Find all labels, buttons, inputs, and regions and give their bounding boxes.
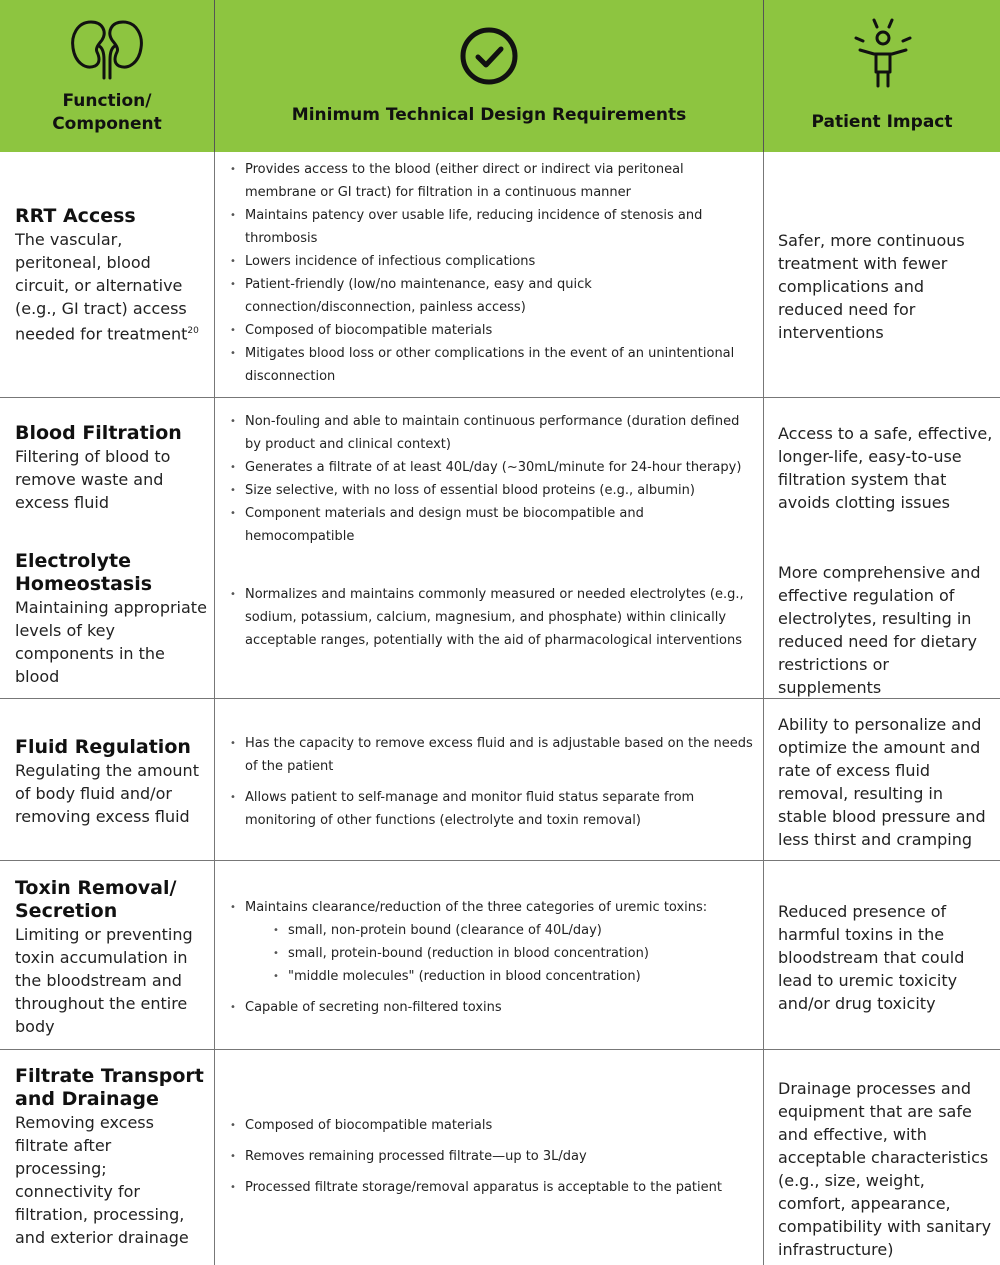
row-description: Maintaining appropriate levels of key components in the blood — [15, 598, 207, 686]
requirement-item: • Non-fouling and able to maintain continuous performance (duration defined by product and clinical context) — [228, 410, 754, 456]
requirement-item: • Size selective, with no loss of essential blood proteins (e.g., albumin) — [228, 479, 754, 502]
row-title: Electrolyte Homeostasis — [15, 550, 153, 595]
table-header — [0, 0, 1000, 152]
patient-impact: Access to a safe, effective, longer-life, easy-to-use filtration system that avoids clotting issues — [778, 424, 993, 512]
requirement-item: • Composed of biocompatible materials — [228, 1114, 754, 1137]
row-title: Fluid Regulation — [15, 736, 191, 758]
row-blood-filtration — [0, 398, 1000, 544]
row-description: Regulating the amount of body fluid and/or removing excess fluid — [15, 761, 199, 826]
requirement-subitem: • small, protein-bound (reduction in blood concentration) — [228, 942, 754, 965]
kidneys-icon — [69, 14, 145, 82]
patient-impact: Safer, more continuous treatment with fewer complications and reduced need for interventions — [778, 231, 965, 342]
row-title: Filtrate Transport and Drainage — [15, 1065, 204, 1110]
requirement-item: • Patient-friendly (low/no maintenance, easy and quick connection/disconnection, painless access) — [228, 273, 754, 319]
row-fluid-regulation — [0, 699, 1000, 860]
row-electrolyte-homeostasis — [0, 533, 1000, 698]
check-circle-icon — [459, 26, 519, 86]
requirement-subitem: • "middle molecules" (reduction in blood concentration) — [228, 965, 754, 988]
row-description: Filtering of blood to remove waste and excess fluid — [15, 447, 171, 512]
patient-impact: Ability to personalize and optimize the amount and rate of excess fluid removal, resulting in stable blood pressure and less thirst and cramping — [778, 715, 986, 849]
requirement-item: • Provides access to the blood (either direct or indirect via peritoneal membrane or GI tract) for filtration in a continuous manner — [228, 158, 754, 204]
requirement-item: • Maintains clearance/reduction of the three categories of uremic toxins: — [228, 896, 754, 919]
header-requirements-title: Minimum Technical Design Requirements — [291, 105, 687, 125]
row-title: RRT Access — [15, 205, 136, 227]
requirement-item: • Lowers incidence of infectious complications — [228, 250, 754, 273]
requirement-item: • Processed filtrate storage/removal apparatus is acceptable to the patient — [228, 1176, 754, 1199]
footnote-ref: 20 — [187, 326, 199, 336]
requirement-item: • Allows patient to self-manage and monitor fluid status separate from monitoring of other functions (electrolyte and toxin removal) — [228, 786, 754, 832]
requirement-item: • Component materials and design must be biocompatible and hemocompatible — [228, 502, 754, 548]
requirement-item: • Capable of secreting non-filtered toxins — [228, 996, 754, 1019]
requirement-item: • Removes remaining processed filtrate—up to 3L/day — [228, 1145, 754, 1168]
patient-impact: Drainage processes and equipment that are safe and effective, with acceptable characteristics (e.g., size, weight, comfort, appearance, compatibility with sanitary infrastructure) — [778, 1079, 992, 1259]
header-impact-title: Patient Impact — [811, 112, 953, 132]
patient-impact: Reduced presence of harmful toxins in the bloodstream that could lead to uremic toxicity and/or drug toxicity — [778, 902, 965, 1013]
row-filtrate-transport — [0, 1050, 1000, 1265]
person-cheering-icon — [850, 16, 916, 90]
requirement-item: • Generates a filtrate of at least 40L/day (~30mL/minute for 24-hour therapy) — [228, 456, 754, 479]
requirement-item: • Mitigates blood loss or other complications in the event of an unintentional disconnection — [228, 342, 754, 388]
row-title: Toxin Removal/ Secretion — [15, 877, 177, 922]
header-function-title: Function/ Component — [52, 91, 162, 134]
requirement-subitem: • small, non-protein bound (clearance of 40L/day) — [228, 919, 754, 942]
requirement-item: • Normalizes and maintains commonly measured or needed electrolytes (e.g., sodium, potassium, calcium, magnesium, and phosphate) within clinically acceptable ranges, potentially with the aid of pharmacological interventions — [228, 583, 754, 652]
requirement-item: • Composed of biocompatible materials — [228, 319, 754, 342]
row-rrt-access — [0, 152, 1000, 397]
row-description: The vascular, peritoneal, blood circuit, or alternative (e.g., GI tract) access needed for treatment$^{20}$ — [15, 230, 199, 344]
header-requirements-column — [215, 0, 763, 152]
requirement-item: • Maintains patency over usable life, reducing incidence of stenosis and thrombosis — [228, 204, 754, 250]
requirement-item: • Has the capacity to remove excess fluid and is adjustable based on the needs of the patient — [228, 732, 754, 778]
row-description: Removing excess filtrate after processing; connectivity for filtration, processing, and exterior drainage — [15, 1113, 189, 1247]
patient-impact: More comprehensive and effective regulation of electrolytes, resulting in reduced need for dietary restrictions or supplements — [778, 563, 981, 697]
header-impact-column — [764, 0, 1000, 152]
row-description: Limiting or preventing toxin accumulation in the bloodstream and throughout the entire body — [15, 925, 193, 1036]
row-title: Blood Filtration — [15, 422, 182, 444]
row-toxin-removal — [0, 861, 1000, 1049]
header-function-column — [0, 0, 214, 152]
